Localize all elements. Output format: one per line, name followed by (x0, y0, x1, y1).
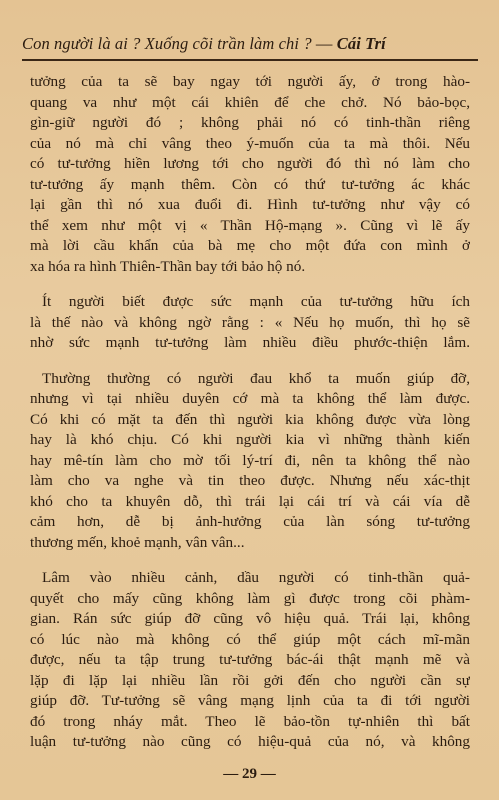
text-line: gian. Rán sức giúp đỡ cũng vô hiệu quả. Trái lại, không (30, 610, 470, 627)
text-line: Thường thường có người đau khổ ta muốn giúp đỡ, (42, 369, 470, 387)
running-header-author: Cái Trí (336, 34, 386, 53)
text-line: lại gần thì nó xua đuổi đi. Hình tư-tưởng như vậy có (30, 196, 470, 213)
text-line: Lâm vào nhiều cảnh, dầu người có tinh-thần quả- (42, 569, 470, 586)
paragraph-4 (30, 568, 470, 753)
text-line: là thế nào và không ngờ rằng : « Nếu họ muốn, thì họ sẽ (30, 313, 470, 331)
text-line: đó trong nháy mắt. Theo lẽ bảo-tồn tự-nhiên thì bất (30, 712, 470, 730)
running-header (22, 34, 478, 54)
text-line: hay là khó chịu. Có khi người kia vì những thành kiến (30, 431, 470, 448)
text-line: khó cho ta khuyên dỗ, thì trái lại cái trí và cái vía dễ (30, 492, 470, 510)
header-rule (22, 59, 478, 61)
text-line: tư-tưởng ấy mạnh thêm. Còn có thứ tư-tưởng ác khác (30, 175, 470, 193)
running-header-separator: — (311, 34, 337, 53)
text-line: quang va như một cái khiên để che chở. Nó bảo-bọc, (30, 93, 470, 111)
text-line: nhưng vì tại nhiều duyên cớ mà ta không thể làm được. (30, 390, 470, 407)
text-line: luận tư-tưởng nào cũng có hiệu-quả của nó, và không (30, 733, 470, 750)
body-text (30, 72, 470, 753)
running-header-title: Con người là ai ? Xuống cõi trần làm chi ? (22, 34, 312, 53)
text-line: hay mê-tín làm cho mờ tối lý-trí đi, nên ta không thể nào (30, 451, 470, 469)
text-line: cảm hơn, dễ bị ảnh-hưởng của làn sóng tư-tưởng (30, 513, 470, 530)
text-line: được, nếu ta tập trung tư-tưởng bác-ái thật mạnh mẽ và (30, 651, 470, 668)
text-line: lặp đi lặp lại nhiều lần rồi gởi đến cho người cần sự (30, 671, 470, 689)
text-line: nhờ sức mạnh tư-tưởng làm nhiều điều phước-thiện lắm. (30, 334, 470, 351)
text-line: thương mến, khoẻ mạnh, vân vân... (30, 533, 245, 551)
text-line: của nó mà chỉ vâng theo ý-muốn của ta mà thôi. Nếu (30, 134, 470, 152)
text-line: tưởng của ta sẽ bay ngay tới người ấy, ở trong hào- (30, 73, 470, 90)
text-line: xa hóa ra hình Thiên-Thần bay tới bảo hộ nó. (30, 257, 306, 275)
text-line: thể xem như một vị « Thần Hộ-mạng ». Cũng vì lẽ ấy (30, 216, 470, 234)
text-line: giúp đỡ. Tư-tưởng sẽ vâng mạng lịnh của ta đi tới người (30, 692, 470, 709)
text-line: có tư-tưởng hiền lương tới cho người đó thì nó làm cho (30, 155, 470, 172)
page-number: — 29 — (223, 766, 276, 782)
paragraph-2 (30, 292, 470, 354)
paragraph-3 (30, 369, 470, 554)
text-line: mà lời cầu khẩn của bà mẹ cho một đứa con mình ở (30, 237, 470, 254)
text-line: có lúc nào mà không có thể giúp một cách mĩ-mãn (30, 630, 470, 648)
text-line: Ít người biết được sức mạnh của tư-tưởng hữu ích (42, 293, 470, 310)
paragraph-1 (30, 72, 470, 277)
text-line: Có khi có mặt ta đến thì người kia không được vừa lòng (30, 410, 470, 428)
text-line: làm cho va nghe và tin theo được. Nhưng nếu xác-thịt (30, 472, 470, 489)
text-line: gìn-giữ người đó ; không phải nó có tinh-thần riêng (30, 114, 470, 131)
text-line: quyết cho mấy cũng không làm gì được trong cõi phàm- (30, 589, 470, 607)
